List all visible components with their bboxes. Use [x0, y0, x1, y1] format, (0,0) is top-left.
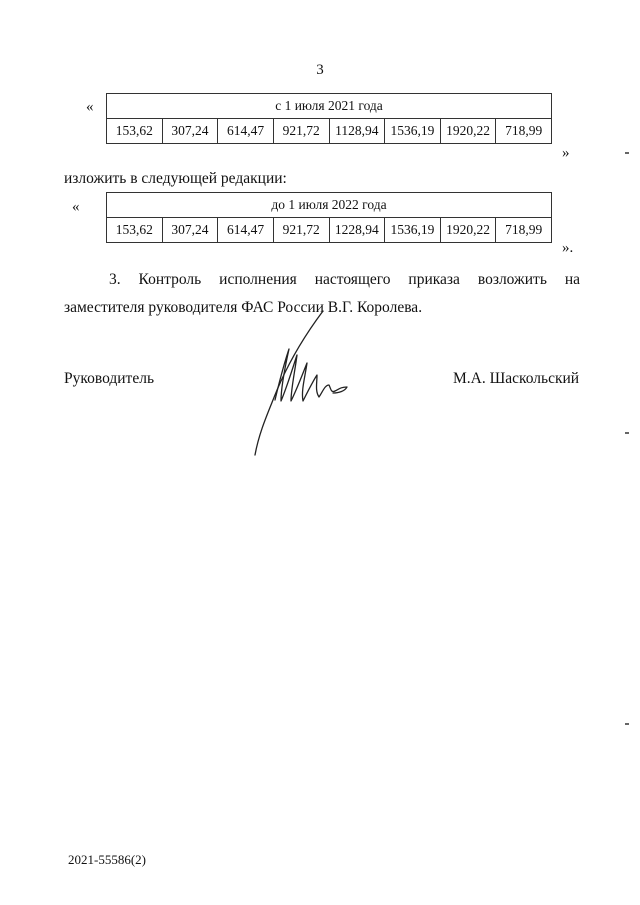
table-cell: 1920,22 — [441, 119, 497, 143]
table-cell: 614,47 — [218, 119, 274, 143]
rate-table-2021 — [106, 93, 552, 144]
table-cell: 1228,94 — [330, 218, 386, 242]
table-cell: 718,99 — [505, 222, 543, 237]
table-cell: 1536,19 — [385, 218, 441, 242]
table-cell: 718,99 — [505, 123, 543, 138]
opening-quote-1: « — [86, 99, 94, 115]
table-header: до 1 июля 2022 года — [107, 193, 551, 218]
table-cell: 153,62 — [107, 119, 163, 143]
table-cell: 1920,22 — [441, 218, 497, 242]
paragraph-3: 3. Контроль исполнения настоящего приказа возложить на заместителя руководителя ФАС России В.Г. Королева. — [64, 271, 580, 316]
page-number: 3 — [316, 62, 324, 78]
margin-mark — [625, 723, 629, 725]
table-cell: 921,72 — [274, 218, 330, 242]
table-header: с 1 июля 2021 года — [107, 94, 551, 119]
closing-quote-1: » — [562, 145, 570, 161]
table-cell: 921,72 — [274, 119, 330, 143]
document-number: 2021-55586(2) — [68, 852, 146, 867]
handwritten-signature — [245, 305, 355, 460]
table-row — [107, 218, 551, 242]
signature-title: Руководитель — [64, 370, 155, 387]
table-cell: 153,62 — [107, 218, 163, 242]
margin-mark — [625, 152, 629, 154]
rate-table-2022 — [106, 192, 552, 243]
closing-quote-2: ». — [562, 240, 574, 256]
table-row — [107, 119, 551, 143]
opening-quote-2: « — [72, 199, 80, 215]
margin-mark — [625, 432, 629, 434]
table-cell: 1536,19 — [385, 119, 441, 143]
table-cell: 1128,94 — [330, 119, 386, 143]
table-cell: 614,47 — [218, 218, 274, 242]
table-cell: 307,24 — [163, 119, 219, 143]
transition-text: изложить в следующей редакции: — [64, 170, 287, 187]
table-cell: 307,24 — [163, 218, 219, 242]
signature-name: М.А. Шаскольский — [453, 370, 580, 387]
